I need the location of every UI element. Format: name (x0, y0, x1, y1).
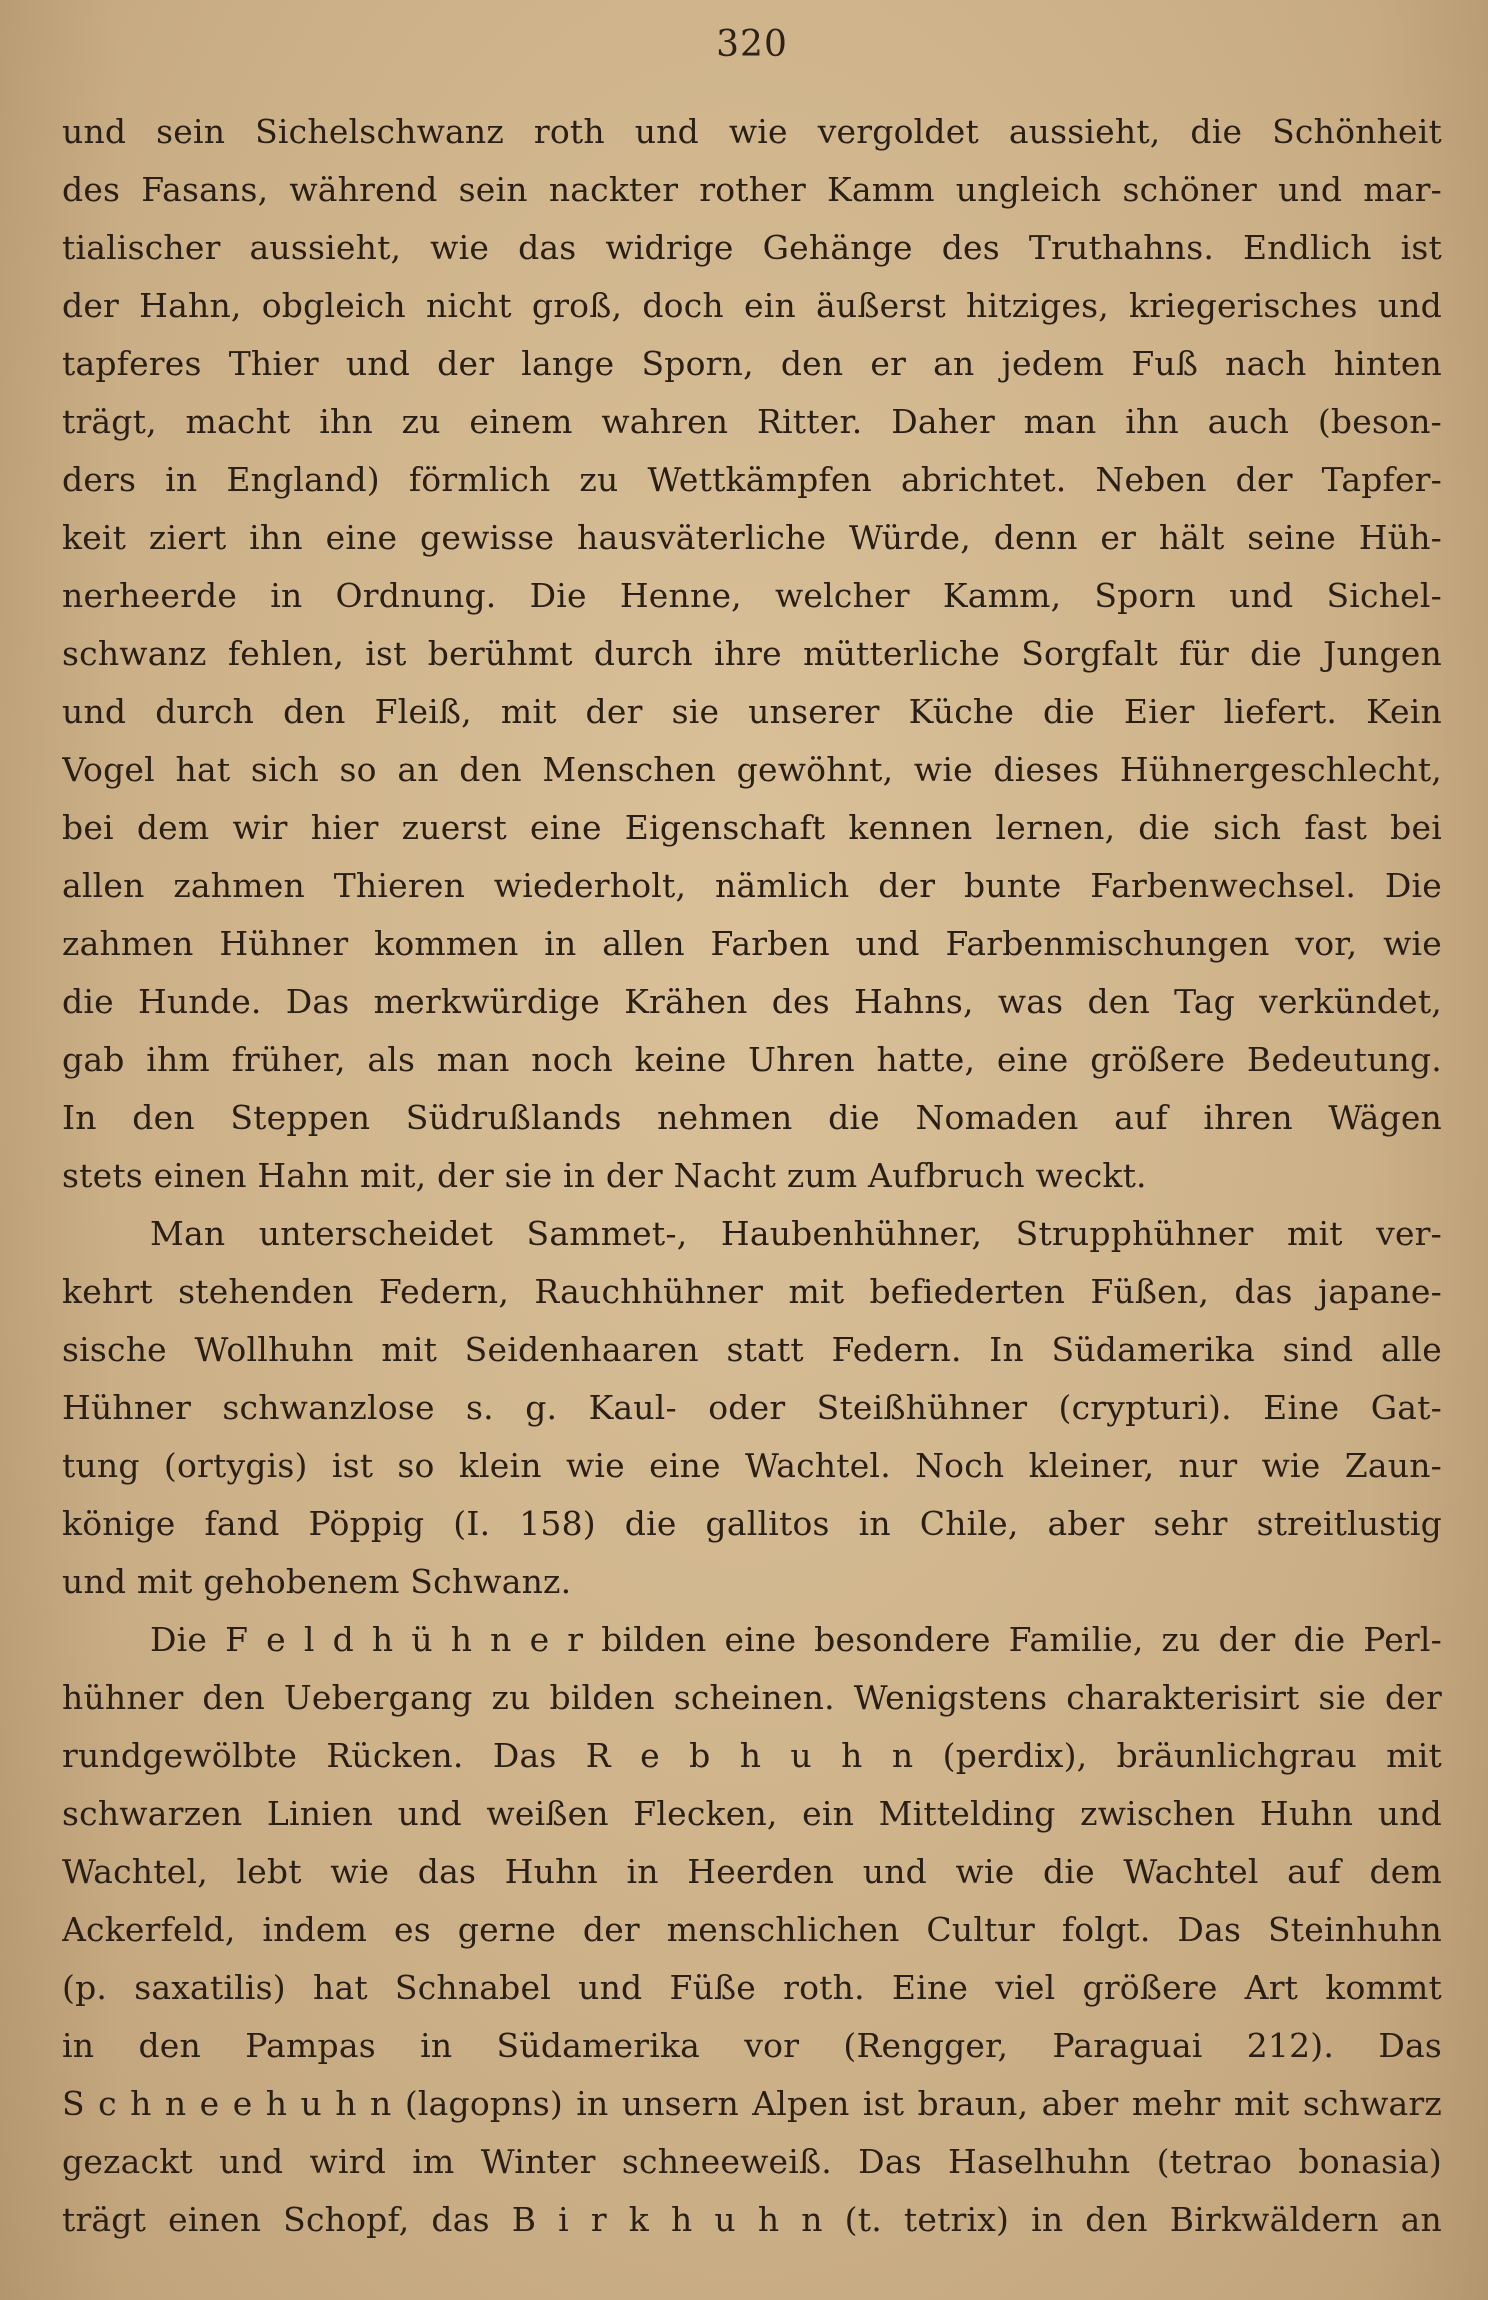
text-line: S c h n e e h u h n (lagopns) in unsern Alpen ist braun, aber mehr mit schwarz (62, 2084, 1442, 2123)
text-line: In den Steppen Südrußlands nehmen die Nomaden auf ihren Wägen (62, 1098, 1442, 1137)
text-line: Die F e l d h ü h n e r bilden eine besondere Familie, zu der die Perl- (150, 1620, 1442, 1659)
text-line: gab ihm früher, als man noch keine Uhren hatte, eine größere Bedeutung. (62, 1040, 1442, 1079)
text-line: nerheerde in Ordnung. Die Henne, welcher Kamm, Sporn und Sichel- (62, 576, 1442, 615)
text-line: schwanz fehlen, ist berühmt durch ihre mütterliche Sorgfalt für die Jungen (62, 634, 1442, 673)
book-page (62, 0, 1442, 2300)
text-line: tapferes Thier und der lange Sporn, den er an jedem Fuß nach hinten (62, 344, 1442, 383)
text-line: Ackerfeld, indem es gerne der menschlichen Cultur folgt. Das Steinhuhn (62, 1910, 1442, 1949)
text-line: zahmen Hühner kommen in allen Farben und Farbenmischungen vor, wie (62, 924, 1442, 963)
text-line: tialischer aussieht, wie das widrige Gehänge des Truthahns. Endlich ist (62, 228, 1442, 267)
text-line: schwarzen Linien und weißen Flecken, ein Mittelding zwischen Huhn und (62, 1794, 1442, 1833)
text-line: keit ziert ihn eine gewisse hausväterliche Würde, denn er hält seine Hüh- (62, 518, 1442, 557)
text-line: Vogel hat sich so an den Menschen gewöhnt, wie dieses Hühnergeschlecht, (62, 750, 1442, 789)
text-line: kehrt stehenden Federn, Rauchhühner mit befiederten Füßen, das japane- (62, 1272, 1442, 1311)
text-line: könige fand Pöppig (I. 158) die gallitos in Chile, aber sehr streitlustig (62, 1504, 1442, 1543)
text-line: und durch den Fleiß, mit der sie unserer Küche die Eier liefert. Kein (62, 692, 1442, 731)
text-line: bei dem wir hier zuerst eine Eigenschaft kennen lernen, die sich fast bei (62, 808, 1442, 847)
text-line: (p. saxatilis) hat Schnabel und Füße roth. Eine viel größere Art kommt (62, 1968, 1442, 2007)
text-line: Man unterscheidet Sammet-, Haubenhühner, Strupphühner mit ver- (150, 1214, 1442, 1253)
text-line: trägt einen Schopf, das B i r k h u h n (t. tetrix) in den Birkwäldern an (62, 2200, 1442, 2239)
text-line: gezackt und wird im Winter schneeweiß. Das Haselhuhn (tetrao bonasia) (62, 2142, 1442, 2181)
text-line: und sein Sichelschwanz roth und wie vergoldet aussieht, die Schönheit (62, 112, 1442, 151)
text-line: ders in England) förmlich zu Wettkämpfen abrichtet. Neben der Tapfer- (62, 460, 1442, 499)
text-line: der Hahn, obgleich nicht groß, doch ein äußerst hitziges, kriegerisches und (62, 286, 1442, 325)
text-line: trägt, macht ihn zu einem wahren Ritter. Daher man ihn auch (beson- (62, 402, 1442, 441)
text-line: Wachtel, lebt wie das Huhn in Heerden und wie die Wachtel auf dem (62, 1852, 1442, 1891)
page-number: 320 (716, 24, 788, 65)
text-line: die Hunde. Das merkwürdige Krähen des Hahns, was den Tag verkündet, (62, 982, 1442, 1021)
text-line: in den Pampas in Südamerika vor (Rengger, Paraguai 212). Das (62, 2026, 1442, 2065)
text-line: allen zahmen Thieren wiederholt, nämlich der bunte Farbenwechsel. Die (62, 866, 1442, 905)
text-line: rundgewölbte Rücken. Das R e b h u h n (perdix), bräunlichgrau mit (62, 1736, 1442, 1775)
text-line: Hühner schwanzlose s. g. Kaul- oder Steißhühner (crypturi). Eine Gat- (62, 1388, 1442, 1427)
body-text (62, 103, 1442, 2249)
text-line: des Fasans, während sein nackter rother Kamm ungleich schöner und mar- (62, 170, 1442, 209)
text-line: hühner den Uebergang zu bilden scheinen. Wenigstens charakterisirt sie der (62, 1678, 1442, 1717)
text-line: und mit gehobenem Schwanz. (62, 1562, 572, 1601)
text-line: tung (ortygis) ist so klein wie eine Wachtel. Noch kleiner, nur wie Zaun- (62, 1446, 1442, 1485)
text-line: sische Wollhuhn mit Seidenhaaren statt Federn. In Südamerika sind alle (62, 1330, 1442, 1369)
text-line: stets einen Hahn mit, der sie in der Nacht zum Aufbruch weckt. (62, 1156, 1147, 1195)
